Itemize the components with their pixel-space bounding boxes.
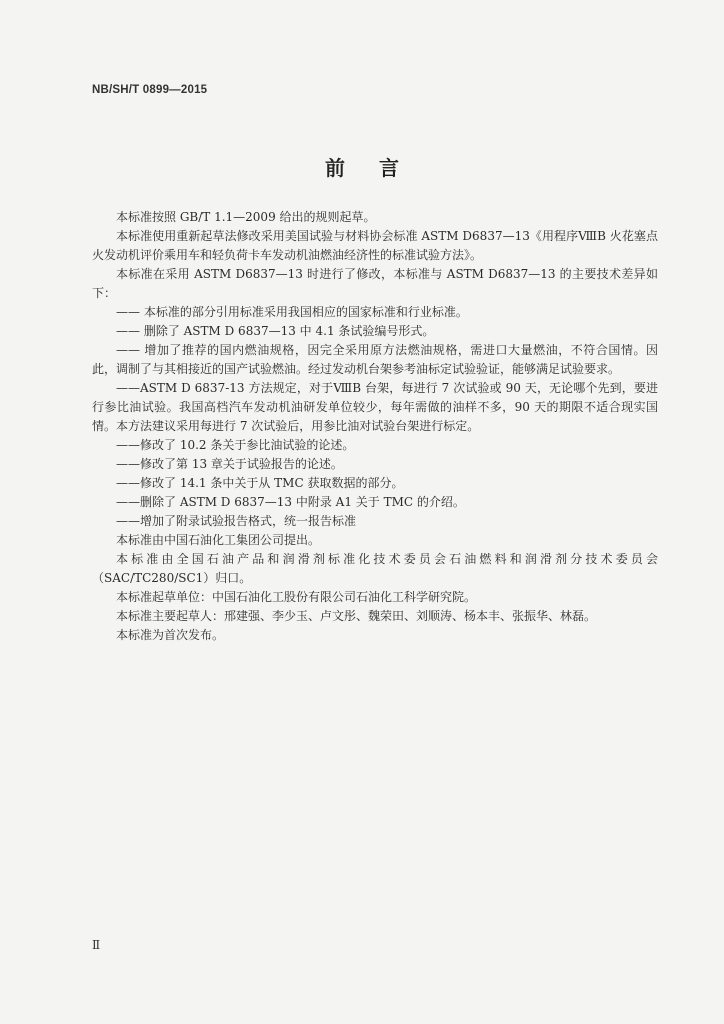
list-item-clause-10-2: ——修改了 10.2 条关于参比油试验的论述。 xyxy=(116,438,355,452)
list-item-report-format: ——增加了附录试验报告格式，统一报告标准 xyxy=(116,514,357,528)
paragraph-drafting-unit: 本标准起草单位：中国石油化工股份有限公司石油化工科学研究院。 xyxy=(116,590,477,604)
paragraph-first-release: 本标准为首次发布。 xyxy=(116,628,225,642)
list-item-domestic-fuel: —— 增加了推荐的国内燃油规格，因完全采用原方法燃油规格，需进口大量燃油，不符合国情。因此，调制了与其相接近的国产试验燃油。经过发动机台架参考油标定试验验证，能够满足试验要求。 xyxy=(92,343,658,376)
paragraph-committee: 本标准由全国石油产品和润滑剂标准化技术委员会石油燃料和润滑剂分技术委员会（SAC/TC280/SC1）归口。 xyxy=(92,552,658,585)
list-item-references: —— 本标准的部分引用标准采用我国相应的国家标准和行业标准。 xyxy=(116,305,468,319)
page-number: Ⅱ xyxy=(92,938,101,952)
foreword-body xyxy=(92,208,658,645)
list-item-clause-14-1: ——修改了 14.1 条中关于从 TMC 获取数据的部分。 xyxy=(116,476,404,490)
list-item-removed-numbering: —— 删除了 ASTM D 6837—13 中 4.1 条试验编号形式。 xyxy=(116,324,435,338)
standard-code-header: NB/SH/T 0899—2015 xyxy=(92,84,208,96)
paragraph-drafters: 本标准主要起草人：邢建强、李少玉、卢文彤、魏荣田、刘顺涛、杨本丰、张振华、林磊。 xyxy=(116,609,597,623)
paragraph-differences-intro: 本标准在采用 ASTM D6837—13 时进行了修改，本标准与 ASTM D6837—13 的主要技术差异如下： xyxy=(92,267,658,300)
paragraph-adoption-method: 本标准使用重新起草法修改采用美国试验与材料协会标准 ASTM D6837—13《用程序ⅧB 火花塞点火发动机评价乘用车和轻负荷卡车发动机油燃油经济性的标准试验方法》。 xyxy=(92,229,658,262)
page-title: 前言 xyxy=(325,156,433,180)
list-item-chapter-13: ——修改了第 13 章关于试验报告的论述。 xyxy=(116,457,343,471)
list-item-annex-a1: ——删除了 ASTM D 6837—13 中附录 A1 关于 TMC 的介绍。 xyxy=(116,495,465,509)
list-item-reference-oil-frequency: ——ASTM D 6837-13 方法规定，对于ⅧB 台架，每进行 7 次试验或 90 天，无论哪个先到，要进行参比油试验。我国高档汽车发动机油研发单位较少，每年需做的油样不多，90 天的期限不适合现实国情。本方法建议采用每进行 7 次试验后，用参比油对试验台架进行标定。 xyxy=(92,381,658,433)
paragraph-drafting-rules: 本标准按照 GB/T 1.1—2009 给出的规则起草。 xyxy=(116,210,376,224)
paragraph-proposer: 本标准由中国石油化工集团公司提出。 xyxy=(116,533,321,547)
